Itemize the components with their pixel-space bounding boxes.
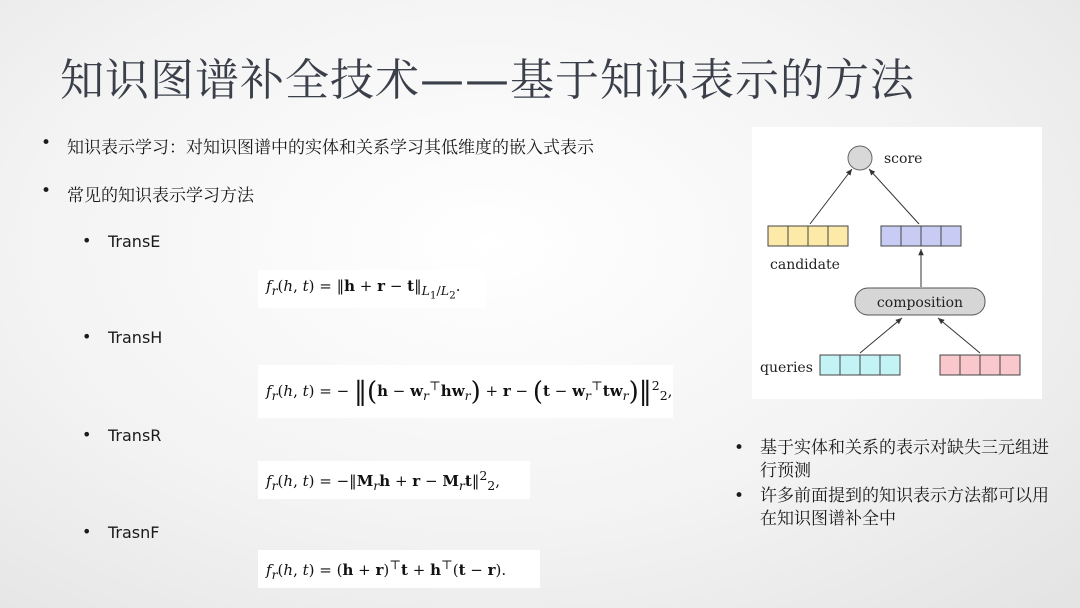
bullet-dot: • [82,231,92,250]
method-transr [82,425,162,445]
method-transh [82,327,163,347]
bullet-dot: • [82,425,92,444]
bullet-dot: • [82,327,92,346]
method-trasnf [82,522,160,542]
side-bullet-text: 基于实体和关系的表示对缺失三元组进行预测 [760,438,1049,481]
architecture-diagram [752,127,1042,399]
bullet-common-methods [41,181,254,206]
queries-vector [820,355,900,375]
score-label: score [884,151,923,167]
slide-title: 知识图谱补全技术——基于知识表示的方法 [60,55,915,106]
formula-transe: $f_r(h$, t) = ‖h + $r - t‖_{L_1/L_2}$. [258,270,486,308]
arrow-composed-to-score [869,169,919,224]
method-label: TransE [108,232,161,251]
queries-label: queries [760,360,813,376]
relation-vector [940,355,1020,375]
bullet-dot: • [82,522,92,541]
candidate-label: candidate [770,257,840,273]
method-transe [82,231,161,251]
formula-transr: $f_r(h$, $t) = -‖M_rh + r$ − $M_rt‖^2_2$, [258,461,530,499]
formula-transh: $f_r(h$, t) = − ‖(h − $w_r^⊤hw_r) + r - (t$ − $w_r^⊤tw_r)‖^2_2$, [258,365,673,418]
bullet-text: 常见的知识表示学习方法 [67,186,254,206]
bullet-text: 知识表示学习：对知识图谱中的实体和关系学习其低维度的嵌入式表示 [67,138,594,158]
arrow-queries-to-composition [860,318,902,353]
bullet-knowledge-representation-learning [41,133,594,158]
side-bullet-text: 许多前面提到的知识表示方法都可以用在知识图谱补全中 [760,486,1049,529]
bullet-dot: • [734,438,745,458]
diagram-svg [752,127,1042,399]
arrow-relation-to-composition [938,318,980,353]
composition-label: composition [876,295,964,311]
arrow-candidate-to-score [810,169,852,224]
side-bullet-applicable [734,485,1060,531]
method-label: TransR [108,426,162,445]
bullet-dot: • [41,133,52,153]
formula-trasnf: $f_r(h$, t) = (h + r)⊤t + h⊤(t − r). [258,550,540,588]
composed-vector [881,226,961,246]
score-node [848,146,872,170]
method-label: TrasnF [108,523,160,542]
side-bullet-predict [734,437,1060,483]
candidate-vector [768,226,848,246]
method-label: TransH [108,328,163,347]
side-bullets [734,437,1060,533]
bullet-dot: • [41,181,52,201]
bullet-dot: • [734,486,745,506]
